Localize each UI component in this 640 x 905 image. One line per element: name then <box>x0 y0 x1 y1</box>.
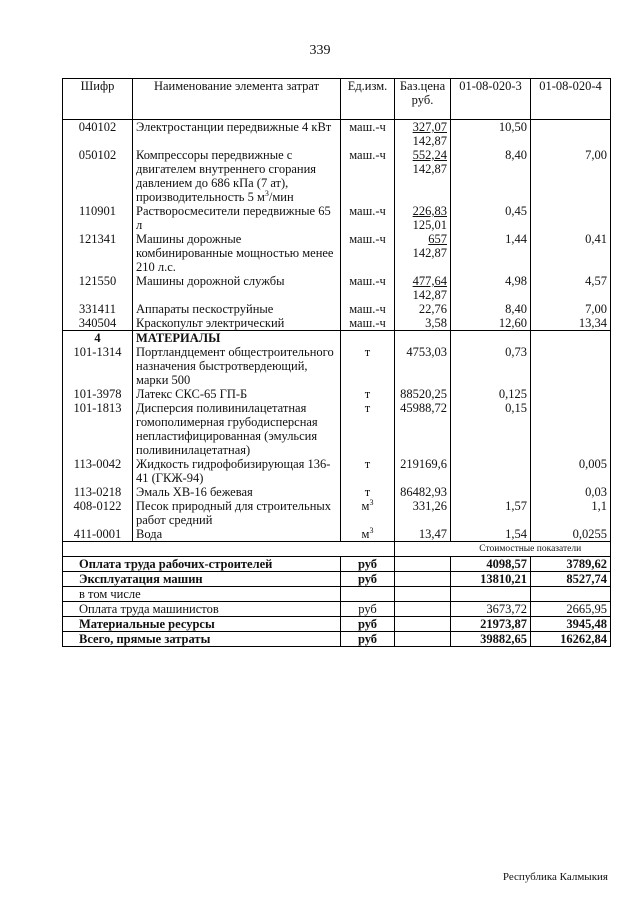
row-value-col2: 13,34 <box>531 316 611 331</box>
row-price <box>395 302 451 316</box>
summary-row <box>63 557 611 572</box>
row-price <box>395 204 451 232</box>
summary-value-col1: 4098,57 <box>451 557 531 572</box>
header-col2: 01-08-020-4 <box>531 79 611 120</box>
machine-row <box>63 204 611 232</box>
summary-value-col2: 8527,74 <box>531 572 611 587</box>
machine-row <box>63 302 611 316</box>
summary-unit: руб <box>341 617 395 632</box>
row-name-tail: /мин <box>268 190 294 204</box>
row-price-main: 86482,93 <box>400 485 447 499</box>
section-empty-col2 <box>531 331 611 346</box>
row-name <box>133 485 341 499</box>
row-code: 101-1813 <box>63 401 133 457</box>
cost-indicators-label: Стоимостные показатели <box>451 542 611 557</box>
row-name-text: Растворосмесители передвижные 65 л <box>136 204 331 232</box>
row-code: 113-0042 <box>63 457 133 485</box>
row-name <box>133 527 341 542</box>
row-name <box>133 274 341 302</box>
machine-row <box>63 274 611 302</box>
row-unit <box>341 457 395 485</box>
row-price-main: 88520,25 <box>400 387 447 401</box>
summary-empty-price <box>395 572 451 587</box>
machine-row <box>63 120 611 149</box>
row-name-text: Компрессоры передвижные с двигателем внутреннего сгорания давлением до 686 кПа (7 ат), производительность 5 м <box>136 148 317 204</box>
summary-unit: руб <box>341 572 395 587</box>
row-value-col1: 8,40 <box>451 302 531 316</box>
summary-empty-price <box>395 617 451 632</box>
material-row <box>63 457 611 485</box>
section-empty-col1 <box>451 331 531 346</box>
header-price <box>395 79 451 120</box>
summary-label: Оплата труда рабочих-строителей <box>63 557 341 572</box>
row-price-secondary: 142,87 <box>412 246 447 260</box>
row-unit <box>341 120 395 149</box>
row-price-secondary: 142,87 <box>412 162 447 176</box>
table-header-row <box>63 79 611 120</box>
summary-empty-price <box>395 557 451 572</box>
row-unit <box>341 401 395 457</box>
row-value-col2: 0,005 <box>531 457 611 485</box>
row-name-text: Песок природный для строительных работ средний <box>136 499 332 527</box>
machine-row <box>63 316 611 331</box>
material-row <box>63 527 611 542</box>
row-code: 340504 <box>63 316 133 331</box>
row-value-col2: 4,57 <box>531 274 611 302</box>
row-unit-text: маш.-ч <box>349 232 386 246</box>
row-name-text: Машины дорожной службы <box>136 274 285 288</box>
summary-value-col1 <box>451 587 531 602</box>
row-unit-text: маш.-ч <box>349 148 386 162</box>
row-unit <box>341 316 395 331</box>
row-price <box>395 120 451 149</box>
row-unit-text: т <box>364 457 371 471</box>
row-code: 110901 <box>63 204 133 232</box>
summary-row <box>63 632 611 647</box>
summary-label: Материальные ресурсы <box>63 617 341 632</box>
row-unit-text: м <box>361 499 370 513</box>
summary-unit <box>341 587 395 602</box>
row-value-col1: 0,45 <box>451 204 531 232</box>
row-code: 101-1314 <box>63 345 133 387</box>
footer-region: Республика Калмыкия <box>502 871 608 883</box>
row-name-text: Вода <box>136 527 163 541</box>
material-row <box>63 387 611 401</box>
row-unit <box>341 274 395 302</box>
row-name <box>133 401 341 457</box>
row-value-col2: 0,41 <box>531 232 611 274</box>
row-name-text: Жидкость гидрофобизирующая 136-41 (ГКЖ-94) <box>136 457 331 485</box>
summary-value-col2: 16262,84 <box>531 632 611 647</box>
row-unit-text: маш.-ч <box>349 274 386 288</box>
row-price-secondary: 125,01 <box>412 218 447 232</box>
row-name <box>133 148 341 204</box>
row-value-col1: 8,40 <box>451 148 531 204</box>
row-code: 331411 <box>63 302 133 316</box>
row-unit <box>341 527 395 542</box>
material-row <box>63 485 611 499</box>
row-name-text: Аппараты пескоструйные <box>136 302 274 316</box>
summary-label: в том числе <box>63 587 341 602</box>
row-price <box>395 485 451 499</box>
row-name <box>133 120 341 149</box>
summary-label: Всего, прямые затраты <box>63 632 341 647</box>
row-unit <box>341 232 395 274</box>
section-empty-price <box>395 331 451 346</box>
row-price-main: 219169,6 <box>400 457 447 471</box>
row-value-col1 <box>451 485 531 499</box>
row-unit-text: т <box>364 401 371 415</box>
row-value-col2 <box>531 120 611 149</box>
row-unit-sup: 3 <box>369 525 374 535</box>
row-price-main: 22,76 <box>418 302 447 316</box>
summary-empty-price <box>395 587 451 602</box>
row-code: 050102 <box>63 148 133 204</box>
row-code: 101-3978 <box>63 387 133 401</box>
row-name <box>133 316 341 331</box>
cost-indicators-row <box>63 542 611 557</box>
summary-value-col2: 3945,48 <box>531 617 611 632</box>
row-name <box>133 499 341 527</box>
row-code: 121550 <box>63 274 133 302</box>
summary-row <box>63 617 611 632</box>
summary-label: Оплата труда машинистов <box>63 602 341 617</box>
row-unit-text: т <box>364 345 371 359</box>
summary-unit: руб <box>341 632 395 647</box>
row-name <box>133 232 341 274</box>
row-code: 408-0122 <box>63 499 133 527</box>
section-number: 4 <box>63 331 133 346</box>
ci-empty-4 <box>395 542 451 557</box>
summary-unit: руб <box>341 602 395 617</box>
row-value-col1: 0,15 <box>451 401 531 457</box>
summary-value-col2 <box>531 587 611 602</box>
row-value-col2: 0,0255 <box>531 527 611 542</box>
row-price <box>395 401 451 457</box>
row-value-col1: 12,60 <box>451 316 531 331</box>
row-value-col2: 7,00 <box>531 302 611 316</box>
row-name-text: Электростанции передвижные 4 кВт <box>136 120 332 134</box>
row-name <box>133 457 341 485</box>
row-name <box>133 345 341 387</box>
row-unit-text: м <box>361 527 370 541</box>
ci-empty-1 <box>63 542 133 557</box>
summary-label: Эксплуатация машин <box>63 572 341 587</box>
material-row <box>63 499 611 527</box>
page-number: 339 <box>309 43 331 58</box>
header-col1: 01-08-020-3 <box>451 79 531 120</box>
row-price <box>395 387 451 401</box>
row-name-text: Латекс СКС-65 ГП-Б <box>136 387 248 401</box>
row-value-col1: 1,54 <box>451 527 531 542</box>
row-code: 121341 <box>63 232 133 274</box>
row-unit-text: маш.-ч <box>349 120 386 134</box>
summary-empty-price <box>395 602 451 617</box>
row-unit <box>341 387 395 401</box>
row-unit-text: т <box>364 387 371 401</box>
row-price-main: 331,26 <box>412 499 447 513</box>
row-unit <box>341 204 395 232</box>
row-price <box>395 457 451 485</box>
row-price <box>395 499 451 527</box>
row-price <box>395 345 451 387</box>
machine-row <box>63 232 611 274</box>
section-empty-unit <box>341 331 395 346</box>
row-price-main: 552,24 <box>412 148 447 162</box>
row-name-text: Дисперсия поливинилацетатная гомополимерная грубодисперсная непластифицированная (эмульсия поливинилацетатная) <box>136 401 318 457</box>
row-name <box>133 387 341 401</box>
row-name <box>133 302 341 316</box>
row-value-col1: 1,44 <box>451 232 531 274</box>
row-value-col2 <box>531 387 611 401</box>
row-code: 040102 <box>63 120 133 149</box>
row-price-secondary: 142,87 <box>412 134 447 148</box>
row-price-main: 13,47 <box>418 527 447 541</box>
row-price-main: 4753,03 <box>406 345 447 359</box>
row-code: 411-0001 <box>63 527 133 542</box>
row-value-col1: 10,50 <box>451 120 531 149</box>
row-price <box>395 274 451 302</box>
row-code: 113-0218 <box>63 485 133 499</box>
row-name-sup: 3 <box>264 188 269 198</box>
row-name-text: Эмаль ХВ-16 бежевая <box>136 485 253 499</box>
row-unit <box>341 485 395 499</box>
row-value-col1: 0,125 <box>451 387 531 401</box>
header-price-line2: руб. <box>411 93 434 107</box>
row-unit-text: маш.-ч <box>349 204 386 218</box>
summary-row <box>63 587 611 602</box>
summary-empty-price <box>395 632 451 647</box>
row-price-main: 3,58 <box>425 316 447 330</box>
row-value-col2 <box>531 345 611 387</box>
row-price-main: 226,83 <box>412 204 447 218</box>
row-unit-text: т <box>364 485 371 499</box>
row-value-col2: 7,00 <box>531 148 611 204</box>
cost-table <box>62 78 611 647</box>
row-price-main: 657 <box>428 232 447 246</box>
row-unit-sup: 3 <box>369 497 374 507</box>
row-unit <box>341 148 395 204</box>
summary-value-col2: 2665,95 <box>531 602 611 617</box>
material-row <box>63 401 611 457</box>
row-value-col1 <box>451 457 531 485</box>
row-price <box>395 316 451 331</box>
machine-row <box>63 148 611 204</box>
row-price-secondary: 142,87 <box>412 288 447 302</box>
summary-value-col1: 3673,72 <box>451 602 531 617</box>
section-header-row <box>63 331 611 346</box>
row-unit <box>341 302 395 316</box>
summary-row <box>63 572 611 587</box>
row-value-col2 <box>531 204 611 232</box>
summary-value-col1: 21973,87 <box>451 617 531 632</box>
row-value-col2: 0,03 <box>531 485 611 499</box>
row-price-main: 327,07 <box>412 120 447 134</box>
header-code: Шифр <box>63 79 133 120</box>
summary-value-col2: 3789,62 <box>531 557 611 572</box>
row-value-col1: 0,73 <box>451 345 531 387</box>
ci-empty-2 <box>133 542 341 557</box>
row-value-col2: 1,1 <box>531 499 611 527</box>
summary-row <box>63 602 611 617</box>
row-name <box>133 204 341 232</box>
row-price-main: 45988,72 <box>400 401 447 415</box>
row-name-text: Краскопульт электрический <box>136 316 285 330</box>
ci-empty-3 <box>341 542 395 557</box>
summary-value-col1: 13810,21 <box>451 572 531 587</box>
row-name-text: Машины дорожные комбинированные мощностью менее 210 л.с. <box>136 232 334 274</box>
header-price-line1: Баз.цена <box>399 79 446 93</box>
row-value-col1: 1,57 <box>451 499 531 527</box>
header-name: Наименование элемента затрат <box>133 79 341 120</box>
section-title: МАТЕРИАЛЫ <box>133 331 341 346</box>
row-unit <box>341 345 395 387</box>
row-unit <box>341 499 395 527</box>
row-price <box>395 527 451 542</box>
row-value-col2 <box>531 401 611 457</box>
row-price <box>395 232 451 274</box>
row-price-main: 477,64 <box>412 274 447 288</box>
row-unit-text: маш.-ч <box>349 302 386 316</box>
summary-value-col1: 39882,65 <box>451 632 531 647</box>
header-unit: Ед.изм. <box>341 79 395 120</box>
row-value-col1: 4,98 <box>451 274 531 302</box>
row-price <box>395 148 451 204</box>
row-unit-text: маш.-ч <box>349 316 386 330</box>
row-name-text: Портландцемент общестроительного назначения быстротвердеющий, марки 500 <box>136 345 334 387</box>
material-row <box>63 345 611 387</box>
summary-unit: руб <box>341 557 395 572</box>
